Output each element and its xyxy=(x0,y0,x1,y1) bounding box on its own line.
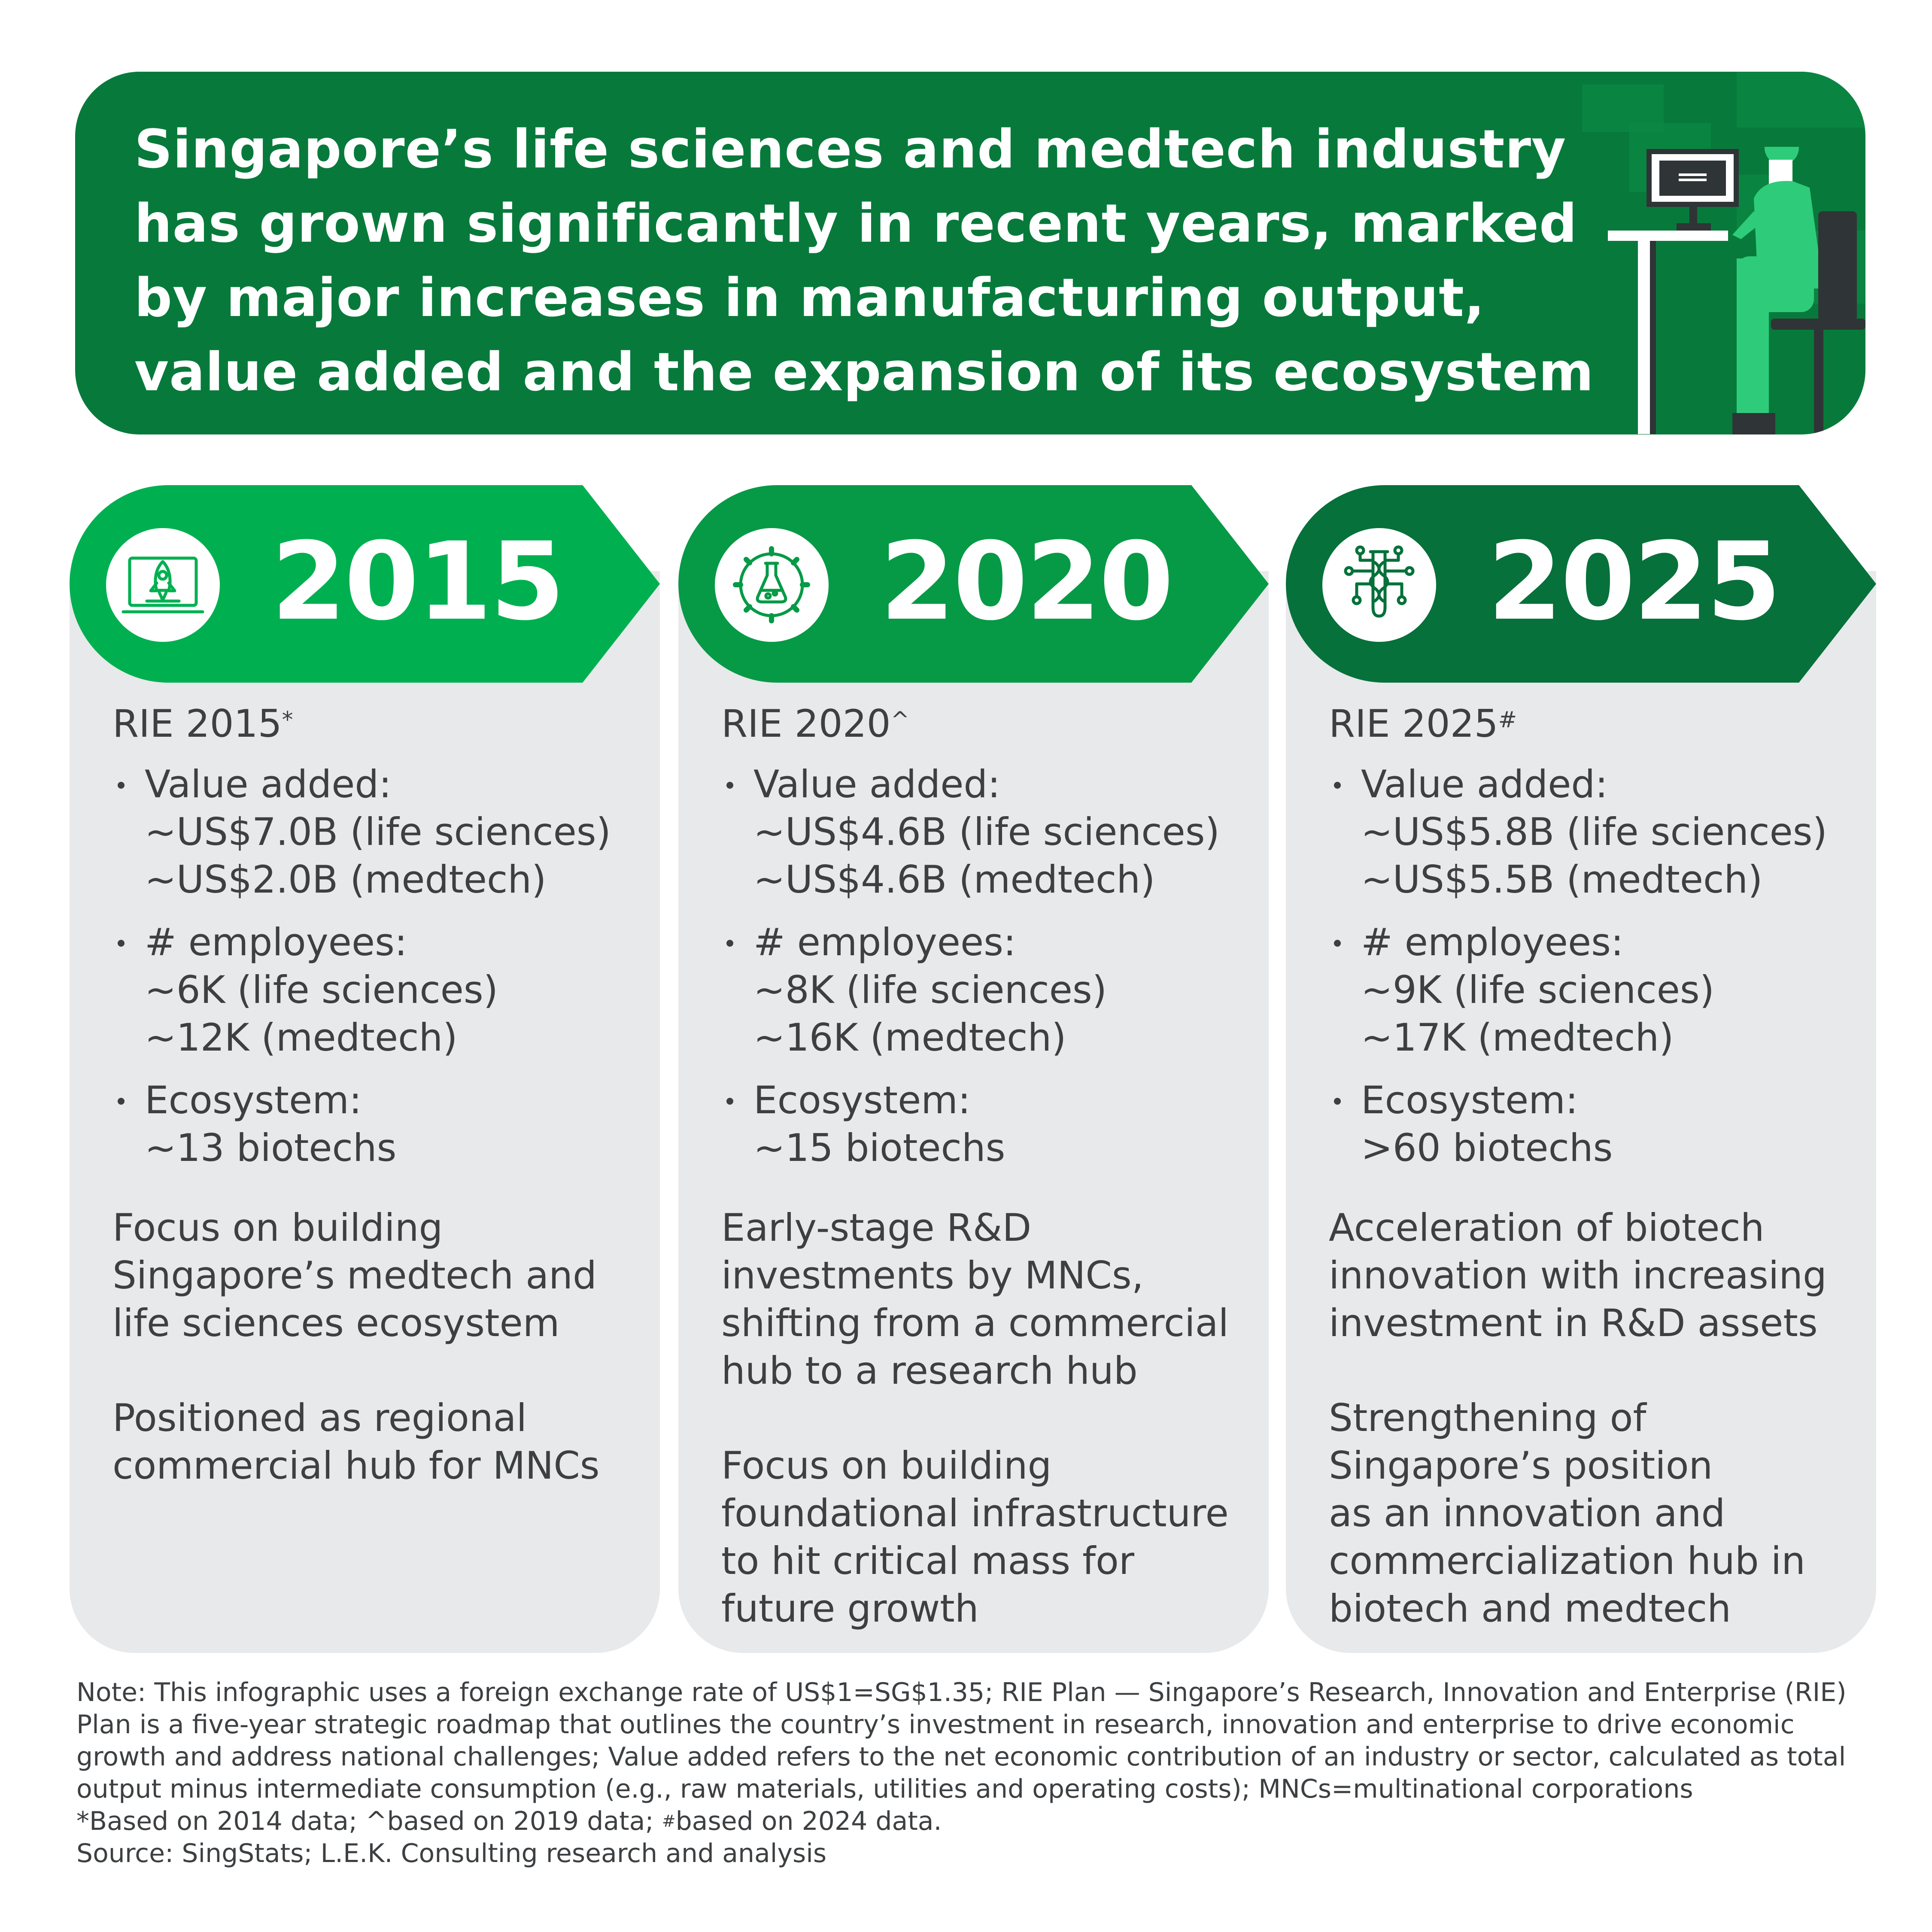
column-content xyxy=(1329,700,1865,1632)
column-content xyxy=(112,700,649,1489)
footnote-mark: ^ xyxy=(890,707,910,733)
year-label: 2015 xyxy=(271,519,563,644)
year-banner xyxy=(1286,485,1876,683)
description-paragraph: Focus on building Singapore’s medtech and life sciences ecosystem xyxy=(112,1206,597,1345)
source-line: Source: SingStats; L.E.K. Consulting research and analysis xyxy=(76,1838,827,1868)
metric-employees: # employees: ~9K (life sciences) ~17K (medtech) xyxy=(1329,918,1865,1061)
year-banner xyxy=(678,485,1269,683)
description-paragraph: Acceleration of biotech innovation with increasing investment in R&D assets xyxy=(1329,1206,1827,1345)
year-label: 2025 xyxy=(1488,519,1780,644)
year-column-2025 xyxy=(1286,485,1876,1653)
description-paragraph: Positioned as regional commercial hub for MNCs xyxy=(112,1396,600,1488)
rie-plan-label: RIE 2020^ xyxy=(721,702,910,746)
column-content xyxy=(721,700,1258,1632)
footnote-mark: # xyxy=(1498,707,1517,733)
footnote-mark: * xyxy=(282,707,293,733)
person-at-computer-illustration xyxy=(1608,147,1865,434)
year-column-2020 xyxy=(678,485,1269,1653)
year-banner xyxy=(70,485,660,683)
year-label: 2020 xyxy=(880,519,1172,644)
metrics-list xyxy=(112,760,649,1172)
note-line: Note: This infographic uses a foreign exchange rate of US$1=SG$1.35; RIE Plan — Singapore’s Research, Innovation and Enterprise (RIE) xyxy=(76,1677,1847,1707)
data-basis-note: *Based on 2014 data; ^based on 2019 data; #based on 2024 data. xyxy=(76,1806,942,1836)
dna-test-tube-icon xyxy=(1322,528,1436,642)
metric-employees: # employees: ~6K (life sciences) ~12K (medtech) xyxy=(112,918,649,1061)
description-paragraph: Early-stage R&D investments by MNCs, shifting from a commercial hub to a research hub xyxy=(721,1206,1229,1393)
header-banner xyxy=(75,72,1865,434)
metric-value-added: Value added: ~US$7.0B (life sciences) ~US$2.0B (medtech) xyxy=(112,760,649,903)
page-title: Singapore’s life sciences and medtech industry has grown significantly in recent years, marked by major increases in manufacturing output, value added and the expansion of its ecosystem xyxy=(134,119,1594,403)
metric-ecosystem: Ecosystem: ~15 biotechs xyxy=(721,1076,1258,1172)
metric-ecosystem: Ecosystem: >60 biotechs xyxy=(1329,1076,1865,1172)
description-paragraph: Strengthening of Singapore’s position as an innovation and commercialization hub in biotech and medtech xyxy=(1329,1396,1805,1631)
year-column-2015 xyxy=(70,485,660,1653)
metrics-list xyxy=(1329,760,1865,1172)
flask-gear-icon xyxy=(715,528,829,642)
note-line: output minus intermediate consumption (e.g., raw materials, utilities and operating costs); MNCs=multinational corporations xyxy=(76,1774,1693,1804)
rie-plan-label: RIE 2025# xyxy=(1329,702,1517,746)
metric-employees: # employees: ~8K (life sciences) ~16K (medtech) xyxy=(721,918,1258,1061)
metric-value-added: Value added: ~US$4.6B (life sciences) ~US$4.6B (medtech) xyxy=(721,760,1258,903)
metric-ecosystem: Ecosystem: ~13 biotechs xyxy=(112,1076,649,1172)
footnote xyxy=(76,1677,1880,1870)
rie-plan-label: RIE 2015* xyxy=(112,702,293,746)
metrics-list xyxy=(721,760,1258,1172)
banner-tile xyxy=(1737,72,1865,128)
metric-value-added: Value added: ~US$5.8B (life sciences) ~US$5.5B (medtech) xyxy=(1329,760,1865,903)
rocket-laptop-icon xyxy=(106,528,220,642)
description-paragraph: Focus on building foundational infrastructure to hit critical mass for future growth xyxy=(721,1443,1229,1631)
note-line: growth and address national challenges; Value added refers to the net economic contribution of an industry or sector, calculated as total xyxy=(76,1742,1846,1772)
note-line: Plan is a five-year strategic roadmap that outlines the country’s investment in research, innovation and enterprise to drive economic xyxy=(76,1710,1795,1740)
